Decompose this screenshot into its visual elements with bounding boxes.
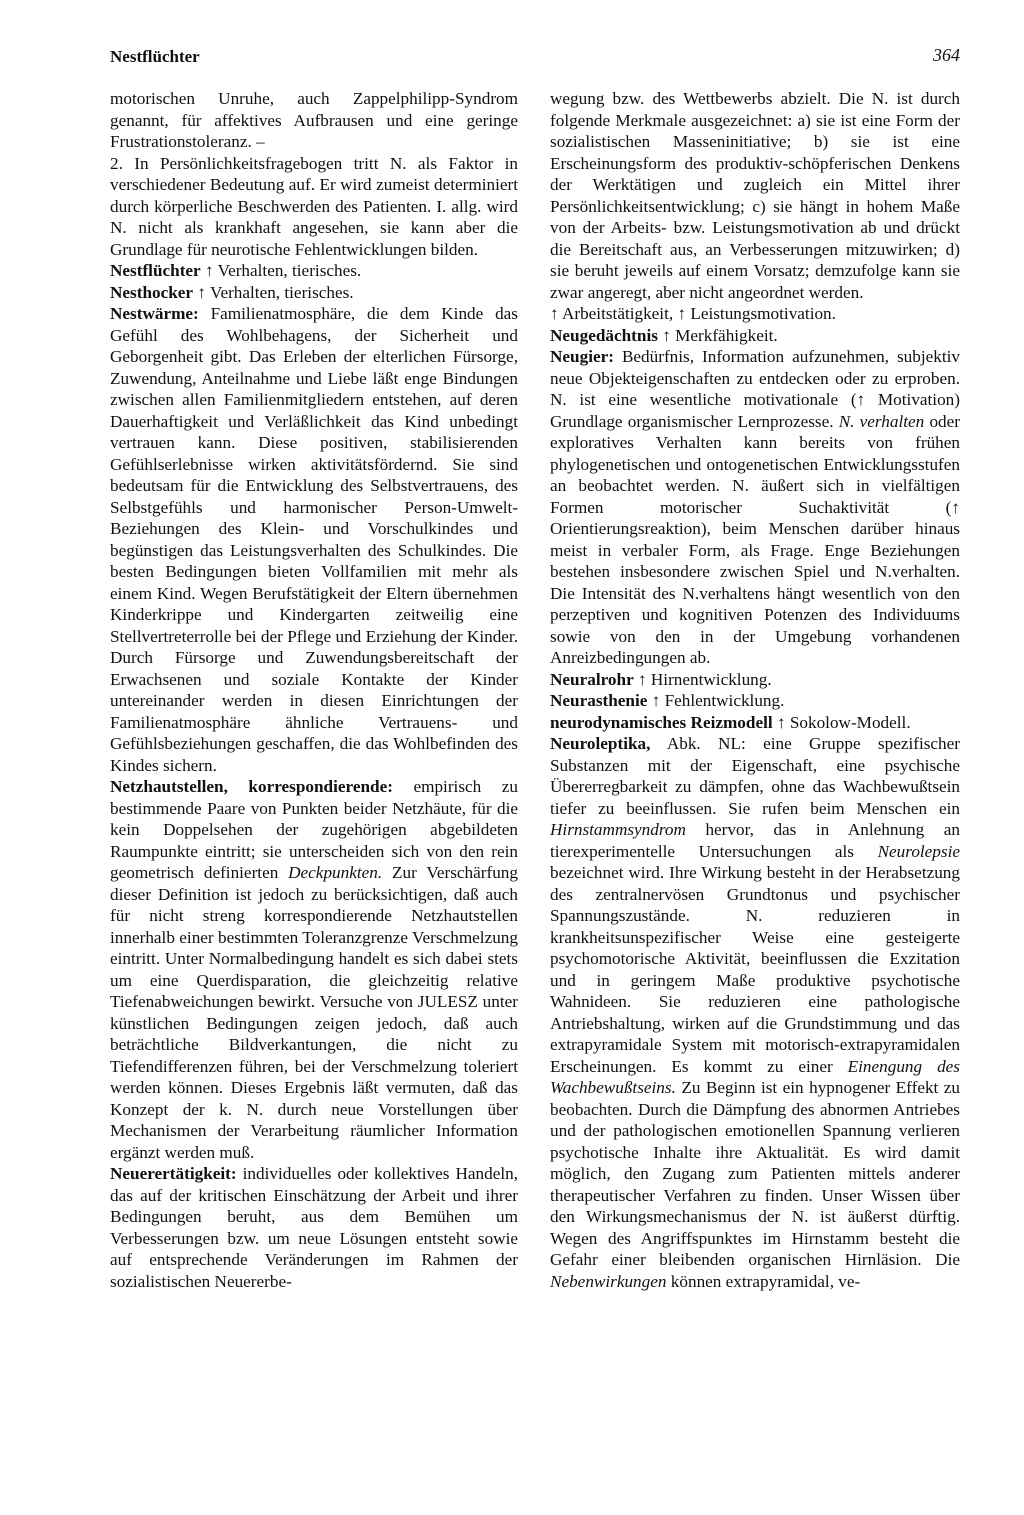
- entry-text: Abk. NL: eine Gruppe spezifischer Substanzen mit der Eigenschaft, eine psychische Übererregbarkeit zu dämpfen, ohne das Wachbewußtsein tiefer zu beeinflussen. Sie rufen beim Menschen ein: [550, 734, 960, 818]
- entry-headword: Neuerertätigkeit:: [110, 1164, 237, 1183]
- entry-paragraph: [110, 260, 518, 282]
- entry-paragraph: [110, 1163, 518, 1292]
- entry-text: Bedürfnis, Information aufzunehmen, subjektiv neue Objekteigenschaften zu entdecken oder zu erproben. N. ist eine wesentliche motivationale (↑ Motivation) Grundlage organismischer Lernprozesse.: [550, 347, 960, 431]
- entry-text: ↑ Hirnentwicklung.: [633, 669, 772, 689]
- entry-paragraph: [110, 282, 518, 304]
- entry-text: ↑ Sokolow-Modell.: [772, 712, 911, 732]
- entry-text: können extrapyramidal, ve-: [666, 1271, 861, 1291]
- entry-paragraph: [550, 346, 960, 669]
- entry-paragraph: [110, 88, 518, 153]
- entry-headword: Nestflüchter: [110, 261, 201, 280]
- italic-term: N. verhalten: [838, 411, 925, 431]
- entry-paragraph: [550, 712, 960, 734]
- entry-paragraph: [550, 325, 960, 347]
- entry-text: hervor, das in Anlehnung an tierexperimentelle Untersuchungen als: [550, 820, 960, 861]
- right-column: [550, 88, 960, 1292]
- entry-text: individuelles oder kollektives Handeln, das auf der kritischen Einschätzung der Arbeit und ihrer Bedingungen beruht, aus dem Bemühen um Verbesserungen bzw. um neue Lösungen entsteht sowie auf entsprechende Veränderungen im Rahmen der sozialistischen Neuererbe-: [110, 1164, 518, 1291]
- italic-term: Hirnstammsyndrom: [550, 820, 686, 839]
- italic-term: Deckpunkten.: [288, 863, 383, 882]
- entry-headword: Neurasthenie: [550, 691, 648, 710]
- entry-text: ↑ Arbeitstätigkeit, ↑ Leistungsmotivation.: [550, 304, 836, 323]
- running-head: Nestflüchter: [110, 47, 200, 66]
- entry-text: empirisch zu bestimmende Paare von Punkten beider Netzhäute, für die kein Doppelsehen der zugehörigen abgebildeten Raumpunkte eintritt; sie unterscheiden sich von den rein geometrisch definierten: [110, 777, 518, 882]
- entry-text: Familienatmosphäre, die dem Kinde das Gefühl des Wohlbehagens, der Sicherheit und Geborgenheit gibt. Das Erleben der elterlichen Fürsorge, Zuwendung, Anteilnahme und Liebe läßt enge Bindungen zwischen allen Familienmitgliedern entstehen, auf deren Dauerhaftigkeit und Verläßlichkeit das Kind unbedingt vertrauen kann. Diese positiven, stabilisierenden Gefühlserlebnisse wirken aktivitätsfördernd. Sie sind bedeutsam für die Entwicklung des Selbstvertrauens, des Selbstgefühls und harmonischer Person-Umwelt-Beziehungen des Klein- und Vorschulkindes und begünstigen das Leistungsverhalten des Schulkindes. Die besten Bedingungen bieten Vollfamilien mit mehr als einem Kind. Wegen Berufstätigkeit der Eltern übernehmen Kinderkrippe und Kindergarten zeitweilig eine Stellvertreterrolle bei der Pflege und Erziehung der Kinder. Durch Fürsorge und Zuwendungsbereitschaft der Erwachsenen und soziale Kontakte der Kinder untereinander werden in diesen Einrichtungen der Familienatmosphäre ähnliche Vertrauens- und Gefühlsbeziehungen geschaffen, die das Wohlbefinden des Kindes sichern.: [110, 304, 518, 775]
- entry-text: ↑ Merkfähigkeit.: [657, 325, 778, 345]
- entry-headword: Netzhautstellen, korrespondierende:: [110, 777, 393, 796]
- entry-text: oder exploratives Verhalten kann bereits von frühen phylogenetischen und ontogenetischen Entwicklungsstufen an beobachtet werden. N. äußert sich in vielfältigen Formen motorischer Suchaktivität (↑ Orientierungsreaktion), beim Menschen darüber hinaus meist in verbaler Form, als Frage. Enge Beziehungen bestehen insbesondere zwischen Spiel und N.verhalten. Die Intensität des N.verhaltens hängt wesentlich von den perzeptiven und kognitiven Potenzen des Individuums sowie von den in der Umgebung vorhandenen Anreizbedingungen ab.: [550, 411, 960, 667]
- entry-paragraph: [550, 669, 960, 691]
- entry-paragraph: [550, 690, 960, 712]
- entry-text: wegung bzw. des Wettbewerbs abzielt. Die N. ist durch folgende Merkmale ausgezeichnet: a) sie ist eine Form der sozialistischen Masseninitiative; b) sie ist eine Erscheinungsform des produktiv-schöpferischen Denkens der Werktätigen und zugleich ein Mittel ihrer Persönlichkeitsentwicklung; c) sie hängt in hohem Maße von der Arbeits- bzw. Leistungsmotivation ab und drückt die Bereitschaft aus, an Verbesserungen mitzuwirken; d) sie beruht jeweils auf einem Vorsatz; demzufolge kann sie zwar angeregt, aber nicht angeordnet werden.: [550, 89, 960, 302]
- entry-paragraph: [110, 303, 518, 776]
- italic-term: Nebenwirkungen: [550, 1271, 667, 1291]
- entry-paragraph: [110, 153, 518, 261]
- left-column: [110, 88, 518, 1292]
- entry-headword: Nesthocker: [110, 282, 194, 302]
- entry-text: Zu Beginn ist ein hypnogener Effekt zu beobachten. Durch die Dämpfung des abnormen Antriebes und der pathologischen emotionellen Spannung verlieren psychotische Inhalte ihre Aktualität. Es wird damit möglich, den Zugang zum Patienten mittels anderer therapeutischer Verfahren zu finden. Unser Wissen über den Wirkungsmechanismus der N. ist äußerst dürftig. Wegen des Angriffspunktes im Hirnstamm besteht die Gefahr einer bleibenden organischen Hirnläsion. Die: [550, 1078, 960, 1269]
- entry-text: ↑ Verhalten, tierisches.: [193, 282, 354, 302]
- entry-text: ↑ Verhalten, tierisches.: [200, 261, 362, 280]
- entry-paragraph: [110, 776, 518, 1163]
- entry-paragraph: [550, 88, 960, 303]
- italic-term: Neurolepsie: [877, 841, 960, 861]
- entry-headword: Neuralrohr: [550, 669, 634, 689]
- entry-text: ↑ Fehlentwicklung.: [647, 691, 785, 710]
- entry-text: motorischen Unruhe, auch Zappelphilipp-Syndrom genannt, für affektives Aufbrausen und eine geringe Frustrationstoleranz. –: [110, 89, 518, 151]
- entry-headword: Neugedächtnis: [550, 325, 658, 345]
- page-number: 364: [933, 45, 960, 65]
- entry-headword: neurodynamisches Reizmodell: [550, 712, 773, 732]
- italic-term: Einengung des Wachbewußtseins.: [550, 1056, 960, 1097]
- entry-paragraph: [550, 303, 960, 325]
- entry-headword: Nestwärme:: [110, 304, 199, 323]
- entry-text: bezeichnet wird. Ihre Wirkung besteht in der Herabsetzung des zentralnervösen Grundtonus und psychischer Spannungszustände. N. reduzieren in krankheitsunspezifischer Weise eine gesteigerte psychomotorische Aktivität, beeinflussen die Exzitation und in geringem Maße produktive psychotische Wahnideen. Sie reduzieren eine pathologische Antriebshaltung, wirken auf die Grundstimmung und das extrapyramidale System mit motorisch-extrapyramidalen Erscheinungen. Es kommt zu einer: [550, 863, 960, 1076]
- entry-headword: Neuroleptika,: [550, 734, 651, 753]
- entry-text: 2. In Persönlichkeitsfragebogen tritt N. als Faktor in verschiedener Bedeutung auf. Er wird zumeist determiniert durch körperliche Beschwerden des Patienten. I. allg. wird N. nicht als krankhaft angesehen, sie kann aber die Grundlage für neurotische Fehlentwicklungen bilden.: [110, 153, 518, 259]
- entry-paragraph: [550, 733, 960, 1292]
- entry-text: Zur Verschärfung dieser Definition ist jedoch zu berücksichtigen, daß auch für nicht streng korrespondierende Netzhautstellen innerhalb einer bestimmten Toleranzgrenze Verschmelzung eintritt. Unter Normalbedingung handelt es sich dabei stets um eine Querdisparation, die gleichzeitig relative Tiefenabweichungen bewirkt. Versuche von JULESZ unter künstlichen Bedingungen zeigen jedoch, daß auch beträchtliche Bildverkantungen, die nicht zu Tiefendifferenzen führen, bei der Verschmelzung toleriert werden können. Dieses Ergebnis läßt vermuten, daß das Konzept der k. N. durch neue Vorstellungen über Mechanismen der Verarbeitung räumlicher Information ergänzt werden muß.: [110, 863, 518, 1162]
- entry-headword: Neugier:: [550, 347, 614, 366]
